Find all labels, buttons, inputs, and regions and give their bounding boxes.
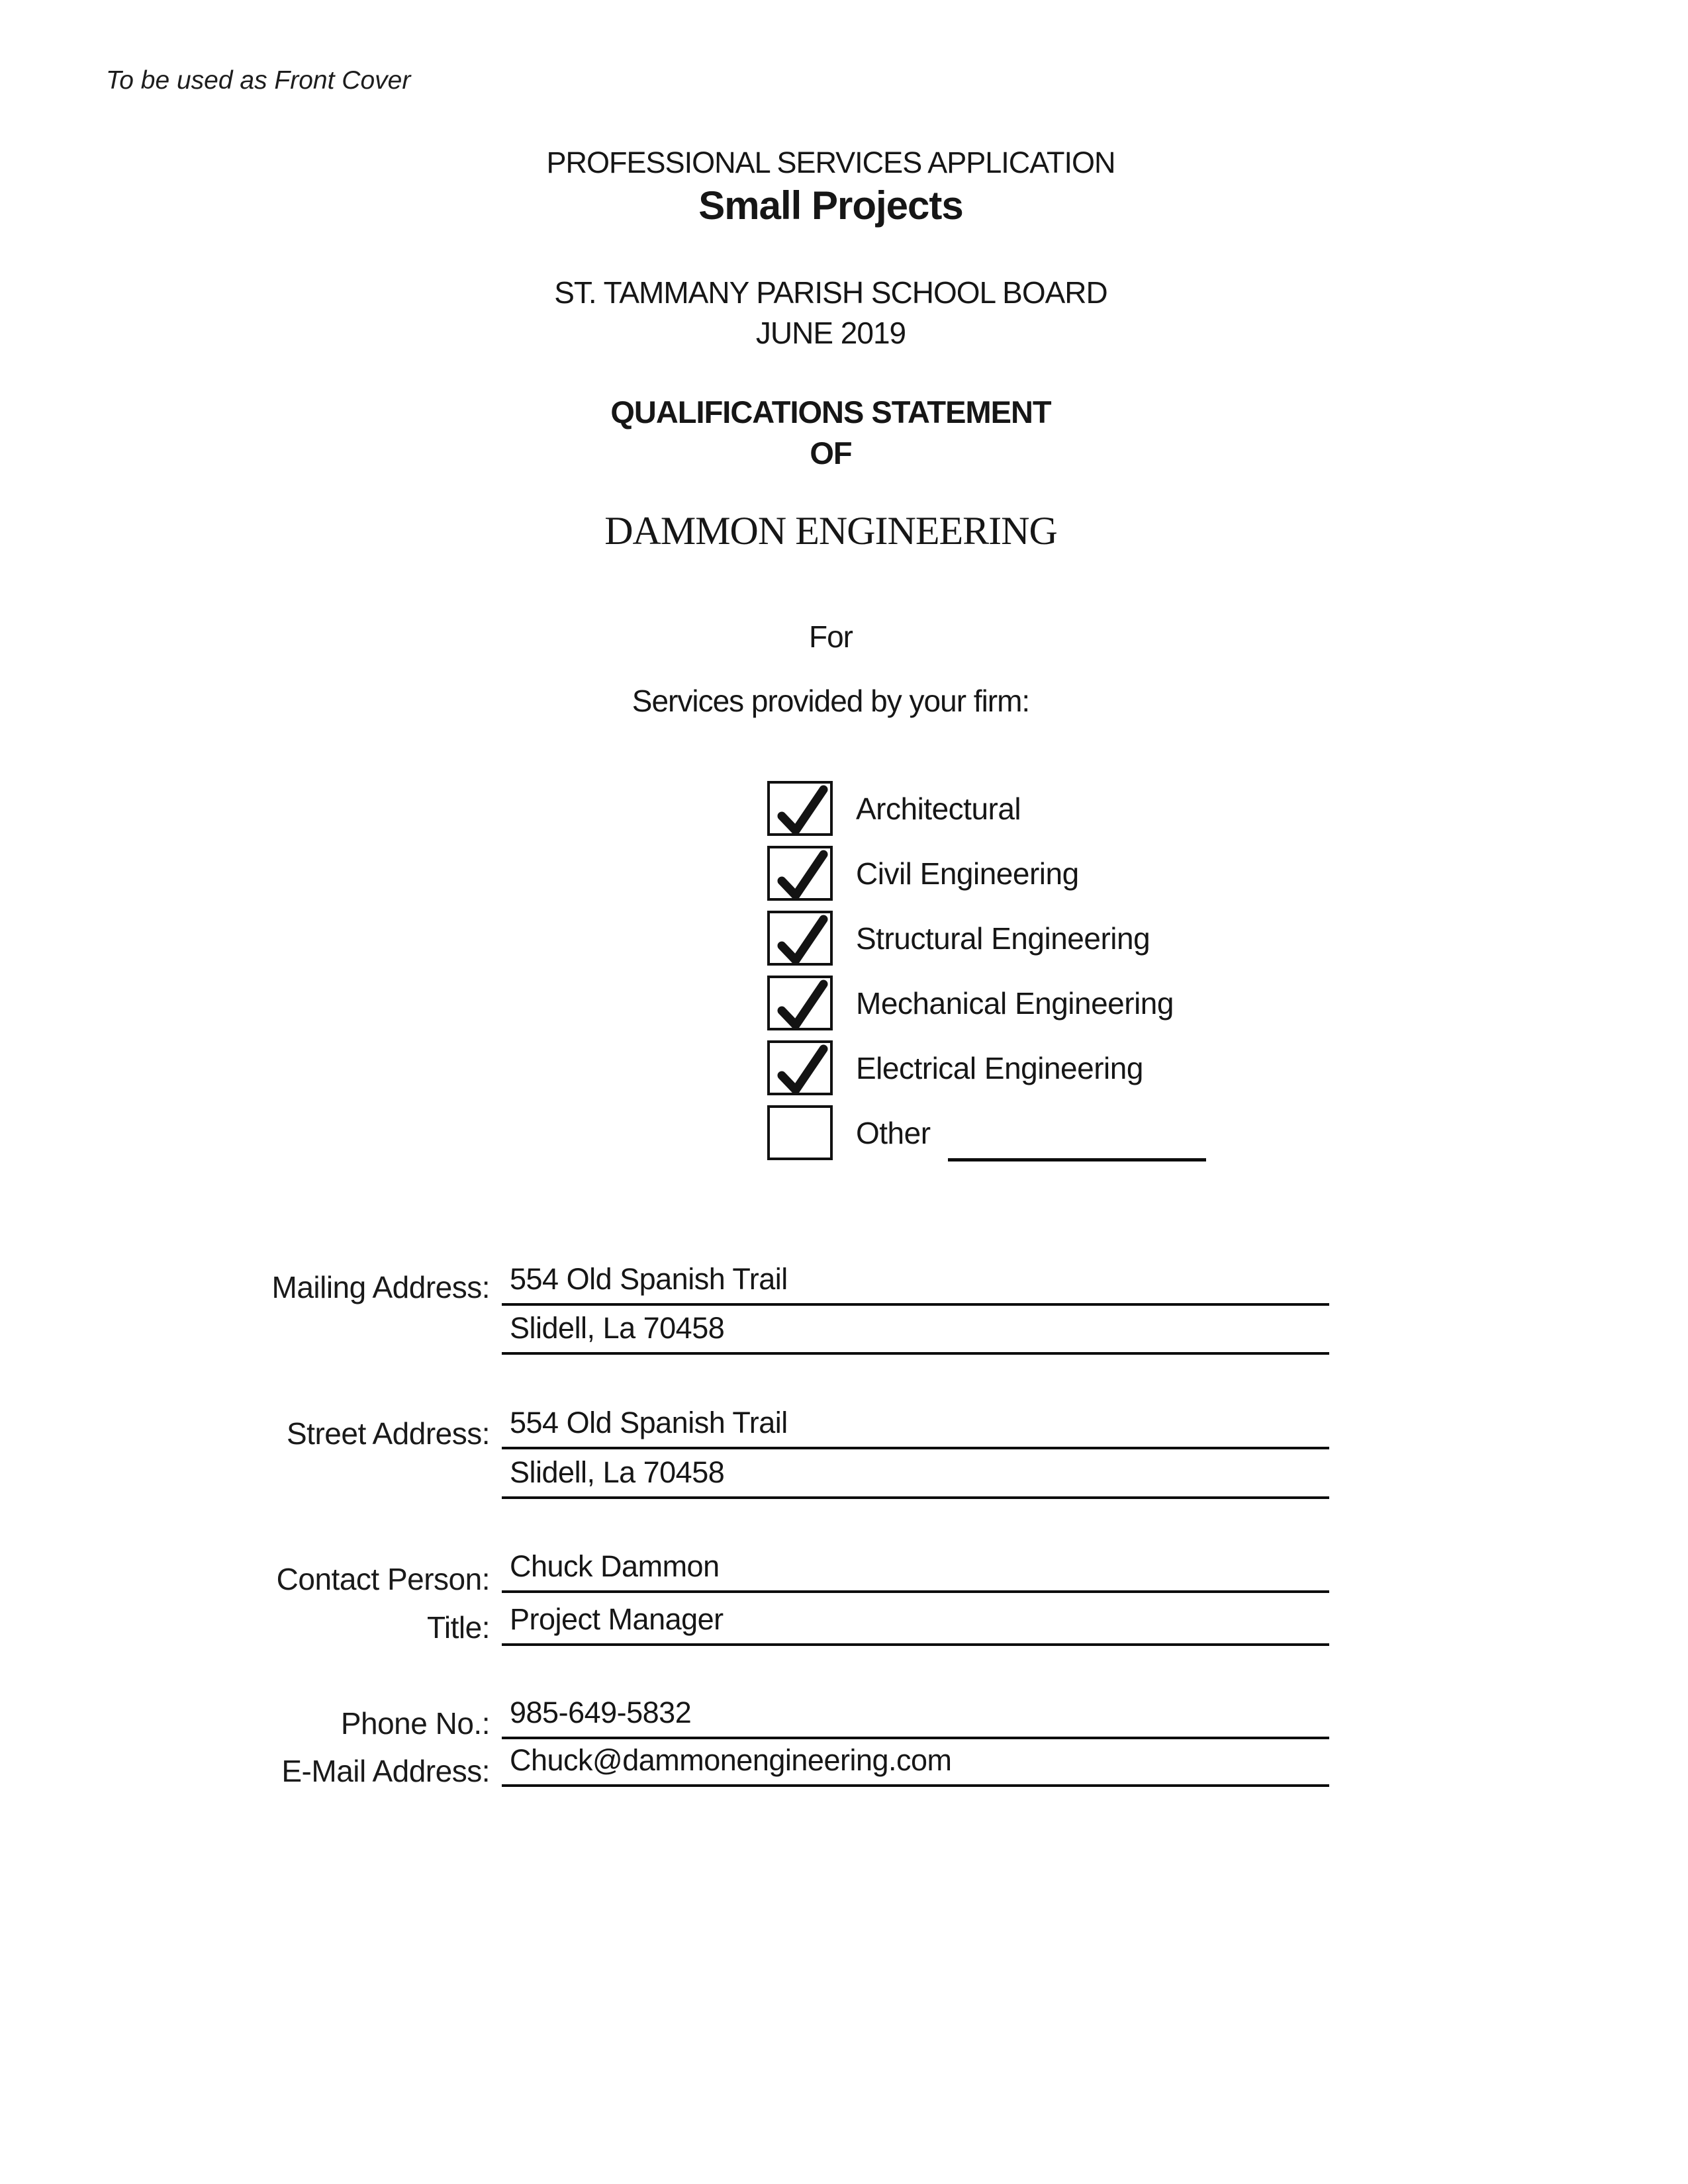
street-address-label: Street Address:	[287, 1416, 490, 1451]
check-icon	[771, 782, 835, 841]
checkbox-architectural[interactable]	[767, 781, 833, 836]
checkbox-electrical-engineering[interactable]	[767, 1040, 833, 1095]
contact-person-field[interactable]: Chuck Dammon	[502, 1547, 1329, 1593]
check-icon	[771, 846, 835, 905]
checkbox-civil-engineering[interactable]	[767, 846, 833, 901]
street-address-line-2[interactable]: Slidell, La 70458	[502, 1453, 1329, 1499]
checkbox-other[interactable]	[767, 1105, 833, 1160]
checkbox-mechanical-engineering[interactable]	[767, 976, 833, 1030]
org-name: ST. TAMMANY PARISH SCHOOL BOARD	[554, 275, 1107, 310]
service-label: Other	[856, 1115, 931, 1150]
check-icon	[771, 976, 835, 1035]
street-address-line-1[interactable]: 554 Old Spanish Trail	[502, 1403, 1329, 1449]
check-icon	[771, 911, 835, 970]
service-label: Structural Engineering	[856, 921, 1150, 956]
service-label: Mechanical Engineering	[856, 985, 1174, 1021]
services-heading: Services provided by your firm:	[632, 684, 1030, 718]
doc-title: PROFESSIONAL SERVICES APPLICATION	[546, 146, 1115, 179]
for-label: For	[809, 619, 853, 654]
statement-heading: QUALIFICATIONS STATEMENT	[610, 394, 1051, 430]
front-cover-note: To be used as Front Cover	[106, 66, 411, 95]
statement-of: OF	[810, 435, 852, 471]
service-label: Electrical Engineering	[856, 1050, 1143, 1085]
org-date: JUNE 2019	[755, 316, 906, 350]
service-label: Civil Engineering	[856, 856, 1079, 891]
email-label: E-Mail Address:	[281, 1754, 490, 1788]
doc-subtitle: Small Projects	[698, 183, 963, 228]
phone-field[interactable]: 985-649-5832	[502, 1693, 1329, 1739]
title-label: Title:	[427, 1610, 490, 1645]
email-field[interactable]: Chuck@dammonengineering.com	[502, 1741, 1329, 1787]
firm-name: DAMMON ENGINEERING	[604, 509, 1057, 553]
mailing-address-line-2[interactable]: Slidell, La 70458	[502, 1308, 1329, 1355]
check-icon	[771, 1041, 835, 1100]
contact-person-label: Contact Person:	[276, 1562, 490, 1596]
checkbox-structural-engineering[interactable]	[767, 911, 833, 966]
phone-label: Phone No.:	[340, 1706, 490, 1741]
mailing-address-label: Mailing Address:	[271, 1270, 490, 1304]
title-field[interactable]: Project Manager	[502, 1600, 1329, 1646]
other-service-input-line[interactable]	[948, 1158, 1206, 1161]
mailing-address-line-1[interactable]: 554 Old Spanish Trail	[502, 1259, 1329, 1306]
service-label: Architectural	[856, 791, 1021, 826]
